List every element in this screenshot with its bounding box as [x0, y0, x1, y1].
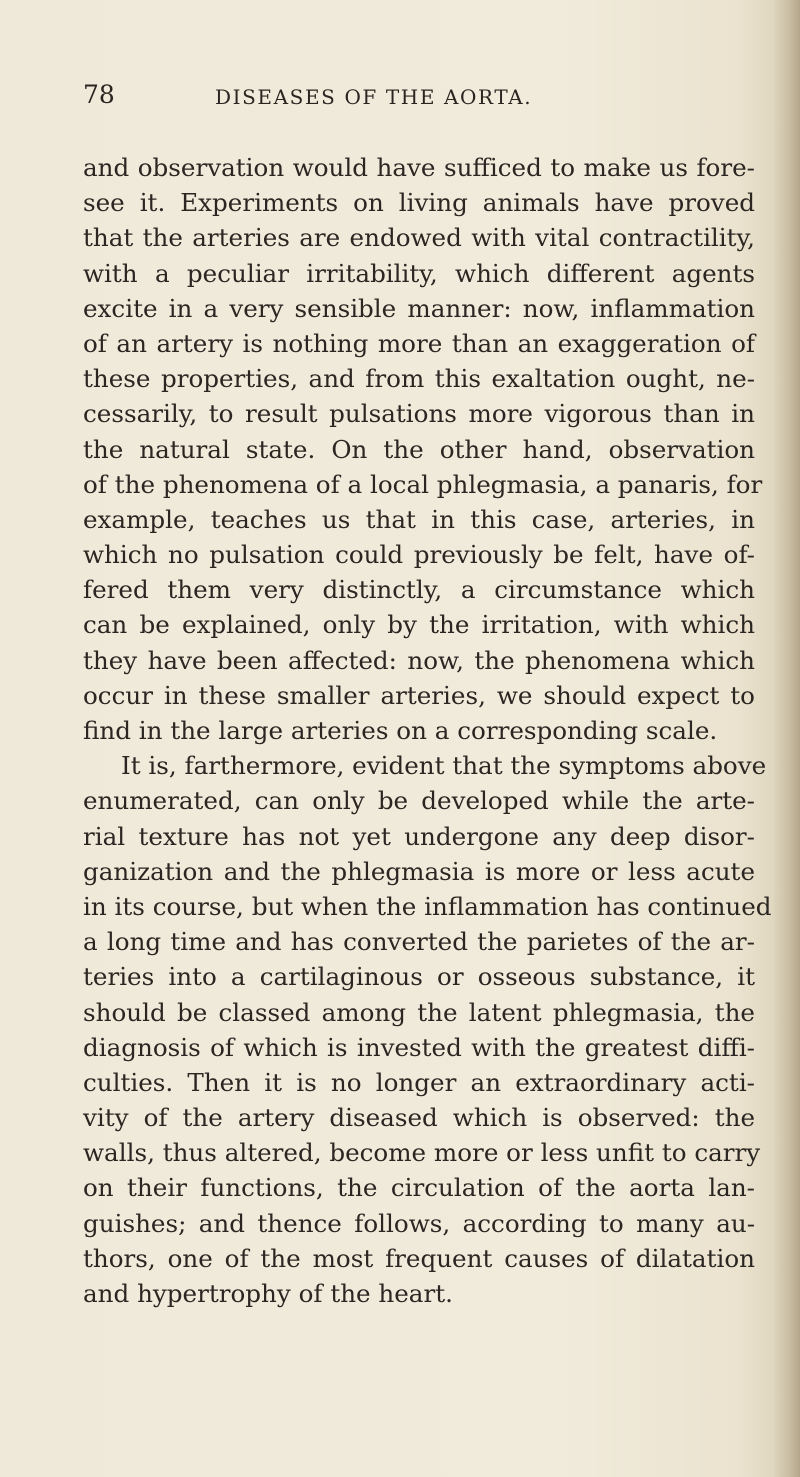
text-line: should be classed among the latent phlegmasia, the [83, 997, 755, 1027]
text-line: It is, farthermore, evident that the symptoms above [121, 751, 767, 781]
text-line: example, teaches us that in this case, arteries, in [83, 504, 755, 534]
text-line: these properties, and from this exaltation ought, ne- [83, 364, 755, 394]
text-line: of the phenomena of a local phlegmasia, a panaris, for [83, 469, 763, 499]
text-line: which no pulsation could previously be felt, have of- [83, 540, 755, 570]
text-line: on their functions, the circulation of the aorta lan- [83, 1173, 755, 1203]
text-line: see it. Experiments on living animals have proved [83, 188, 755, 218]
text-line: with a peculiar irritability, which different agents [83, 258, 755, 288]
text-line: they have been affected: now, the phenomena which [83, 645, 755, 675]
text-line: fered them very distinctly, a circumstance which [83, 575, 755, 605]
text-line: and hypertrophy of the heart. [83, 1279, 453, 1308]
running-title: DISEASES OF THE AORTA. [215, 85, 533, 109]
text-line: occur in these smaller arteries, we should expect to [83, 680, 755, 710]
text-line: find in the large arteries on a corresponding scale. [83, 716, 718, 745]
page-header [83, 80, 755, 120]
text-line: excite in a very sensible manner: now, inflammation [83, 293, 755, 323]
text-line: cessarily, to result pulsations more vigorous than in [83, 399, 755, 429]
text-line: ganization and the phlegmasia is more or less acute [83, 856, 755, 886]
page-number: 78 [83, 80, 115, 109]
text-line: that the arteries are endowed with vital contractility, [83, 223, 755, 253]
text-line: culties. Then it is no longer an extraordinary acti- [83, 1067, 755, 1097]
text-line: can be explained, only by the irritation, with which [83, 610, 755, 640]
page-edge-shadow [772, 0, 800, 1477]
text-line: teries into a cartilaginous or osseous substance, it [83, 962, 755, 992]
text-line: diagnosis of which is invested with the greatest diffi- [83, 1032, 755, 1062]
text-line: enumerated, can only be developed while the arte- [83, 786, 755, 816]
text-line: walls, thus altered, become more or less unfit to carry [83, 1138, 761, 1168]
text-line: guishes; and thence follows, according to many au- [83, 1208, 755, 1238]
body-text [83, 150, 772, 1311]
text-line: the natural state. On the other hand, observation [83, 434, 755, 464]
text-line: rial texture has not yet undergone any deep disor- [83, 821, 755, 851]
text-line: and observation would have sufficed to make us fore- [83, 153, 755, 182]
text-line: a long time and has converted the parietes of the ar- [83, 927, 755, 957]
text-line: vity of the artery diseased which is observed: the [83, 1103, 755, 1133]
text-line: of an artery is nothing more than an exaggeration of [83, 328, 755, 358]
text-line: in its course, but when the inflammation has continued [83, 891, 772, 921]
text-line: thors, one of the most frequent causes of dilatation [83, 1243, 755, 1273]
